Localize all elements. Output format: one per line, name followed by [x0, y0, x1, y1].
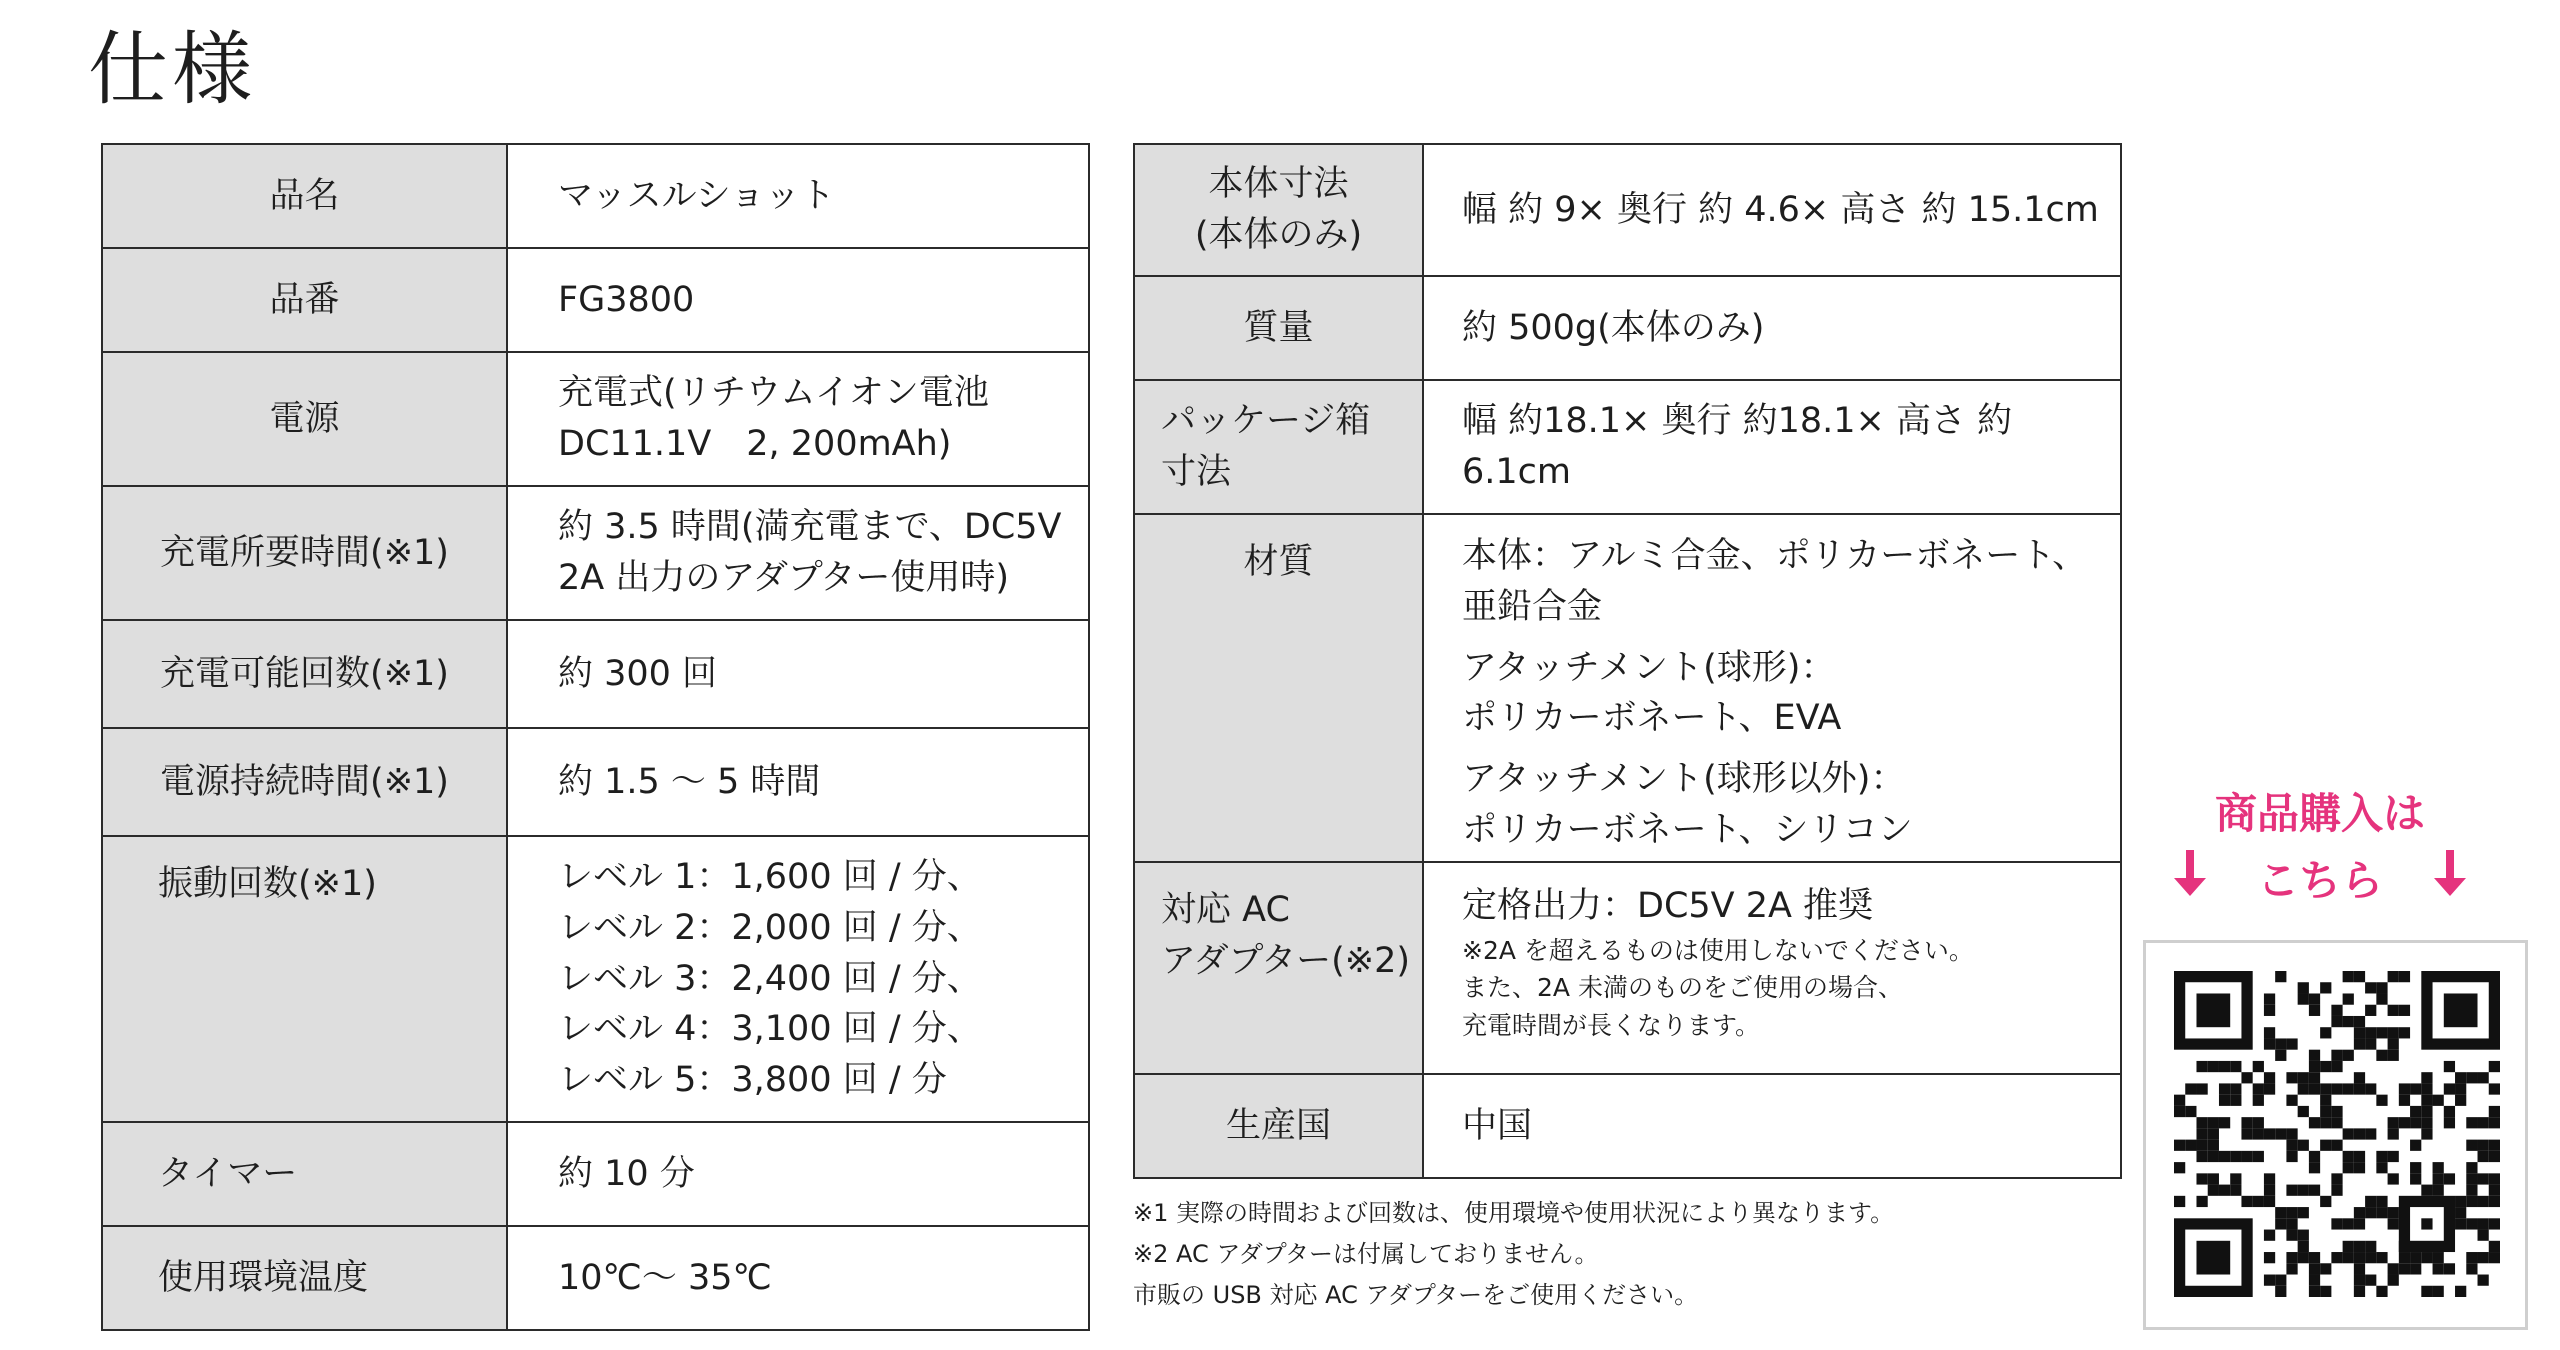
- spec-value-line: レベル 5：3,800 回 / 分: [558, 1060, 947, 1101]
- spec-value: [507, 836, 1089, 1122]
- spec-value: 幅 約 9× 奥行 約 4.6× 高さ 約 15.1cm: [1423, 144, 2121, 276]
- spec-label: [1134, 380, 1423, 514]
- spec-row-model-number: [102, 248, 1089, 352]
- arrow-down-icon: [2172, 847, 2208, 917]
- spec-row-ac-adapter: [1134, 862, 2121, 1074]
- spec-label: [1134, 144, 1423, 276]
- spec-value: 幅 約18.1× 奥行 約18.1× 高さ 約6.1cm: [1423, 380, 2121, 514]
- spec-value-line: 本体：アルミ合金、ポリカーボネート、: [1462, 536, 2088, 576]
- spec-label: タイマー: [102, 1122, 507, 1226]
- spec-row-country-of-origin: [1134, 1074, 2121, 1178]
- spec-row-charge-time: [102, 486, 1089, 620]
- spec-value-line: 2A 出力のアダプター使用時): [558, 558, 1010, 598]
- spec-label: 品番: [102, 248, 507, 352]
- spec-row-material: [1134, 514, 2121, 862]
- spec-label-line: 本体寸法: [1208, 164, 1349, 205]
- spec-row-power-source: [102, 352, 1089, 486]
- spec-label: 電源: [102, 352, 507, 486]
- spec-value: [507, 352, 1089, 486]
- spec-value: [1423, 862, 2121, 1074]
- spec-row-timer: [102, 1122, 1089, 1226]
- spec-table-left: [101, 143, 1090, 1331]
- spec-table-right: [1133, 143, 2122, 1179]
- spec-row-charge-cycles: [102, 620, 1089, 728]
- arrow-down-icon: [2432, 847, 2468, 917]
- spec-value-note: 充電時間が長くなります。: [1462, 1010, 1761, 1040]
- spec-value: 10℃～ 35℃: [507, 1226, 1089, 1330]
- spec-value-note: また、2A 未満のものをご使用の場合、: [1462, 973, 1903, 1003]
- spec-value: 約 300 回: [507, 620, 1089, 728]
- spec-row-vibration: [102, 836, 1089, 1122]
- spec-value: 約 1.5 ～ 5 時間: [507, 728, 1089, 836]
- page-title: 仕様: [88, 23, 256, 116]
- spec-row-operating-temp: [102, 1226, 1089, 1330]
- footnote: 市販の USB 対応 AC アダプターをご使用ください。: [1133, 1281, 1699, 1310]
- spec-row-battery-duration: [102, 728, 1089, 836]
- spec-label: 振動回数(※1): [102, 836, 507, 1122]
- spec-value-line: 充電式(リチウムイオン電池: [558, 373, 989, 414]
- spec-row-weight: [1134, 276, 2121, 380]
- footnote: ※1 実際の時間および回数は、使用環境や使用状況により異なります。: [1133, 1199, 1895, 1227]
- spec-label-line: 寸法: [1161, 452, 1232, 492]
- spec-label: 電源持続時間(※1): [102, 728, 507, 836]
- spec-label: 質量: [1134, 276, 1423, 380]
- spec-value-line: ポリカーボネート、シリコン: [1462, 809, 1913, 850]
- spec-label-line: 対応 AC: [1161, 890, 1290, 930]
- spec-label: 充電可能回数(※1): [102, 620, 507, 728]
- purchase-heading: 商品購入は: [2214, 789, 2425, 838]
- spec-value: 中国: [1423, 1074, 2121, 1178]
- spec-value-line: 約 3.5 時間(満充電まで、DC5V: [558, 507, 1062, 548]
- spec-value-line: レベル 4：3,100 回 / 分、: [558, 1009, 982, 1050]
- spec-value-line: 定格出力：DC5V 2A 推奨: [1462, 886, 1874, 926]
- spec-value: 約 10 分: [507, 1122, 1089, 1226]
- spec-label: [1134, 862, 1423, 1074]
- spec-label: 充電所要時間(※1): [102, 486, 507, 620]
- spec-row-body-dimensions: [1134, 144, 2121, 276]
- spec-label-line: アダプター(※2): [1161, 940, 1411, 981]
- spec-value-line: レベル 3：2,400 回 / 分、: [558, 958, 982, 999]
- spec-value-line: アタッチメント(球形)：: [1462, 647, 1836, 688]
- qr-code-frame[interactable]: [2143, 940, 2528, 1330]
- spec-value: [1423, 514, 2121, 862]
- spec-label-line: パッケージ箱: [1161, 401, 1371, 442]
- purchase-callout: [2190, 780, 2450, 914]
- spec-value-line: レベル 2：2,000 回 / 分、: [558, 907, 982, 948]
- spec-value: 約 500g(本体のみ): [1423, 276, 2121, 380]
- qr-code-icon[interactable]: [2174, 971, 2500, 1297]
- spec-value-line: 亜鉛合金: [1462, 586, 1603, 627]
- spec-value: [507, 486, 1089, 620]
- spec-row-package-dimensions: [1134, 380, 2121, 514]
- spec-label: 品名: [102, 144, 507, 248]
- spec-label: 材質: [1134, 514, 1423, 862]
- spec-value-line: ポリカーボネート、EVA: [1462, 698, 1842, 739]
- spec-value: マッスルショット: [507, 144, 1089, 248]
- spec-row-product-name: [102, 144, 1089, 248]
- footnote: ※2 AC アダプターは付属しておりません。: [1133, 1240, 1599, 1269]
- purchase-subheading: こちら: [2256, 856, 2383, 906]
- purchase-subheading-row: [2190, 847, 2450, 914]
- spec-label-line: (本体のみ): [1194, 215, 1363, 255]
- spec-value-line: レベル 1：1,600 回 / 分、: [558, 857, 982, 898]
- spec-label: 使用環境温度: [102, 1226, 507, 1330]
- spec-label: 生産国: [1134, 1074, 1423, 1178]
- spec-value-line: DC11.1V 2, 200mAh): [558, 424, 952, 464]
- footnotes: [1133, 1195, 1894, 1319]
- spec-value-line: アタッチメント(球形以外)：: [1462, 759, 1906, 799]
- spec-value-note: ※2A を超えるものは使用しないでください。: [1462, 935, 1974, 965]
- spec-value: FG3800: [507, 248, 1089, 352]
